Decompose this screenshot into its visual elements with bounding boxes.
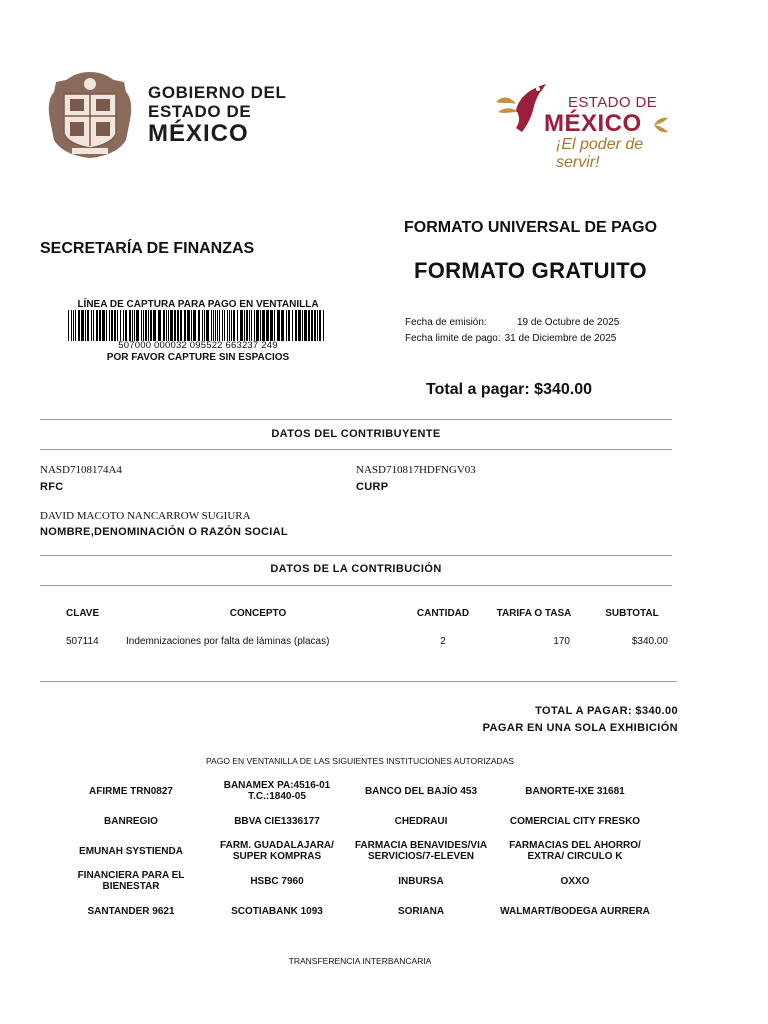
institution-item: OXXO [560, 875, 590, 887]
barcode-bar [286, 310, 287, 341]
brand-line2: MÉXICO [544, 110, 642, 137]
capture-line-note: POR FAVOR CAPTURE SIN ESPACIOS [106, 352, 290, 363]
barcode-bar [177, 310, 179, 341]
barcode-bar [81, 310, 84, 341]
barcode-bar [237, 310, 238, 341]
barcode-bar [134, 310, 135, 341]
barcode-bar [170, 310, 173, 341]
col-header-cantidad: CANTIDAD [416, 607, 470, 619]
cell-clave: 507114 [66, 635, 99, 647]
emission-date-label: Fecha de emisión: [405, 317, 487, 328]
name-label: NOMBRE,DENOMINACIÓN O RAZÓN SOCIAL [40, 526, 288, 538]
barcode-bar [141, 310, 142, 341]
total-to-pay: Total a pagar: $340.00 [426, 381, 592, 398]
barcode-bar [71, 310, 72, 341]
barcode-bar [106, 310, 107, 341]
institution-item: BANAMEX PA:4516-01 T.C.:1840-05 [223, 780, 331, 802]
barcode-bar [304, 310, 307, 341]
name-value: DAVID MACOTO NANCARROW SUGIURA [40, 510, 251, 522]
barcode-bar [174, 310, 176, 341]
cell-subtotal: $340.00 [631, 635, 668, 647]
barcode-bar [87, 310, 89, 341]
due-date-value: 31 de Diciembre de 2025 [504, 333, 617, 344]
interbank-transfer-note: TRANSFERENCIA INTERBANCARIA [288, 956, 432, 966]
cell-cantidad: 2 [440, 635, 446, 647]
capture-line-title: LÍNEA DE CAPTURA PARA PAGO EN VENTANILLA [77, 299, 319, 310]
barcode-bar [298, 310, 301, 341]
cell-tarifa: 170 [553, 635, 570, 647]
dates-block [405, 317, 619, 349]
institution-item: CHEDRAUI [394, 815, 448, 827]
rfc-label: RFC [40, 481, 64, 493]
barcode-bar [270, 310, 273, 341]
barcode-bar [295, 310, 297, 341]
col-header-concepto: CONCEPTO [229, 607, 287, 619]
col-header-tarifa: TARIFA O TASA [496, 607, 572, 619]
form-title: FORMATO UNIVERSAL DE PAGO [404, 219, 658, 236]
barcode-bar [229, 310, 230, 341]
barcode-bar [143, 310, 144, 341]
barcode-bar [260, 310, 261, 341]
barcode-bar [211, 310, 212, 341]
barcode-bar [274, 310, 275, 341]
barcode-bar [68, 310, 69, 341]
barcode-bar [198, 310, 200, 341]
barcode-bar [202, 310, 203, 341]
barcode-bar [125, 310, 127, 341]
barcode-bar [217, 310, 218, 341]
grand-total: TOTAL A PAGAR: $340.00 [535, 705, 678, 717]
barcode-bar [180, 310, 182, 341]
col-header-subtotal: SUBTOTAL [605, 607, 659, 619]
divider [40, 585, 672, 586]
barcode-bar [117, 310, 118, 341]
barcode-bar [288, 310, 290, 341]
barcode-bar [277, 310, 280, 341]
table-header-row [52, 600, 680, 626]
barcode-bar [132, 310, 133, 341]
barcode-bar [163, 310, 165, 341]
institution-item: INBURSA [398, 875, 444, 887]
barcode-bar [123, 310, 124, 341]
barcode-bar [302, 310, 303, 341]
barcode-bar [148, 310, 149, 341]
barcode-bar [166, 310, 167, 341]
divider [40, 419, 672, 420]
brand-line1: ESTADO DE [568, 94, 658, 111]
barcode-bar [292, 310, 293, 341]
barcode-bar [93, 310, 94, 341]
barcode-bar [251, 310, 252, 341]
capture-line-number: 507000 000032 095522 663237 249 [118, 340, 278, 351]
barcode-bar [150, 310, 152, 341]
institutions-grid [58, 776, 658, 926]
barcode-bar [204, 310, 205, 341]
table-row [52, 626, 680, 656]
institution-item: SORIANA [397, 905, 445, 917]
barcode-bar [314, 310, 316, 341]
barcode-bar [109, 310, 110, 341]
institution-item: AFIRME TRN0827 [89, 785, 173, 797]
gov-line1: GOBIERNO DEL [148, 83, 287, 102]
institutions-title: PAGO EN VENTANILLA DE LAS SIGUIENTES INSTITUCIONES AUTORIZADAS [206, 756, 514, 766]
cell-concepto: Indemnizaciones por falta de láminas (placas) [126, 635, 330, 647]
institution-item: COMERCIAL CITY FRESKO [509, 815, 641, 827]
barcode-bar [222, 310, 223, 341]
barcode-bar [308, 310, 310, 341]
divider [40, 449, 672, 450]
barcode-bar [262, 310, 265, 341]
totals-block [483, 703, 678, 737]
barcode-bar [153, 310, 156, 341]
barcode-bar [168, 310, 169, 341]
barcode-bar [240, 310, 243, 341]
barcode-bar [136, 310, 139, 341]
barcode-bar [187, 310, 190, 341]
barcode-bar [184, 310, 186, 341]
curp-label: CURP [356, 481, 389, 493]
barcode-bar [73, 310, 74, 341]
institution-item: SANTANDER 9621 [87, 905, 175, 917]
barcode-bar [246, 310, 248, 341]
institution-item: BANREGIO [104, 815, 158, 827]
barcode-bar [91, 310, 92, 341]
barcode-bar [224, 310, 225, 341]
barcode-bar [244, 310, 245, 341]
institution-item: SCOTIABANK 1093 [231, 905, 323, 917]
rfc-value: NASD7108174A4 [40, 464, 122, 476]
barcode-bar [96, 310, 98, 341]
barcode-bar [193, 310, 196, 341]
divider [40, 681, 677, 682]
barcode-bar [158, 310, 161, 341]
institution-item: EMUNAH SYSTIENDA [79, 845, 183, 857]
barcode-bar [311, 310, 313, 341]
barcode-bar [102, 310, 105, 341]
col-header-clave: CLAVE [66, 607, 100, 619]
barcode-bar [99, 310, 101, 341]
due-date-label: Fecha limite de pago: [405, 333, 501, 344]
institution-item: WALMART/BODEGA AURRERA [500, 905, 650, 917]
barcode-bar [323, 310, 324, 341]
barcode-bar [227, 310, 228, 341]
barcode-bar [231, 310, 232, 341]
barcode-bar [129, 310, 131, 341]
barcode-bar [215, 310, 216, 341]
barcode-bar [78, 310, 80, 341]
curp-value: NASD710817HDFNGV03 [356, 464, 476, 476]
barcode-bar [319, 310, 321, 341]
contribution-section-title: DATOS DE LA CONTRIBUCIÓN [270, 563, 442, 575]
barcode-bar [75, 310, 76, 341]
barcode-bar [120, 310, 121, 341]
laurel-icon [652, 114, 672, 136]
institution-item: FINANCIERA PARA EL BIENESTAR [77, 870, 185, 892]
institution-item: FARM. GUADALAJARA/ SUPER KOMPRAS [220, 840, 334, 862]
barcode-bar [266, 310, 269, 341]
barcode-bar [191, 310, 192, 341]
institution-item: FARMACIA BENAVIDES/VIA SERVICIOS/7-ELEVEN [354, 840, 488, 862]
institution-item: BBVA CIE1336177 [234, 815, 320, 827]
institution-item: BANORTE-IXE 31681 [525, 785, 625, 797]
barcode [68, 310, 326, 341]
barcode-bar [206, 310, 209, 341]
barcode-bar [256, 310, 259, 341]
barcode-bar [145, 310, 147, 341]
emission-date-value: 19 de Octubre de 2025 [517, 317, 620, 328]
institution-item: BANCO DEL BAJÍO 453 [364, 785, 478, 797]
edomex-brand-logo [494, 80, 676, 171]
divider [40, 555, 672, 556]
form-subtitle: FORMATO GRATUITO [414, 258, 647, 283]
barcode-bar [317, 310, 318, 341]
barcode-bar [111, 310, 113, 341]
gov-line2: ESTADO DE [148, 102, 252, 121]
barcode-bar [254, 310, 255, 341]
institution-item: FARMACIAS DEL AHORRO/ EXTRA/ CIRCULO K [509, 840, 641, 862]
gov-line3: MÉXICO [148, 120, 249, 147]
barcode-bar [281, 310, 284, 341]
barcode-bar [114, 310, 116, 341]
gov-logo-text [148, 84, 287, 146]
secretaria-title: SECRETARÍA DE FINANZAS [40, 240, 255, 257]
institution-item: HSBC 7960 [250, 875, 304, 887]
barcode-bar [233, 310, 235, 341]
taxpayer-section-title: DATOS DEL CONTRIBUYENTE [271, 428, 441, 440]
barcode-bar [219, 310, 220, 341]
barcode-bar [85, 310, 86, 341]
contribution-table [52, 600, 680, 656]
barcode-bar [249, 310, 250, 341]
state-seal-icon [46, 70, 134, 160]
single-payment-note: PAGAR EN UNA SOLA EXHIBICIÓN [482, 722, 678, 734]
barcode-bar [213, 310, 214, 341]
brand-slogan: ¡El poder de servir! [556, 136, 644, 171]
